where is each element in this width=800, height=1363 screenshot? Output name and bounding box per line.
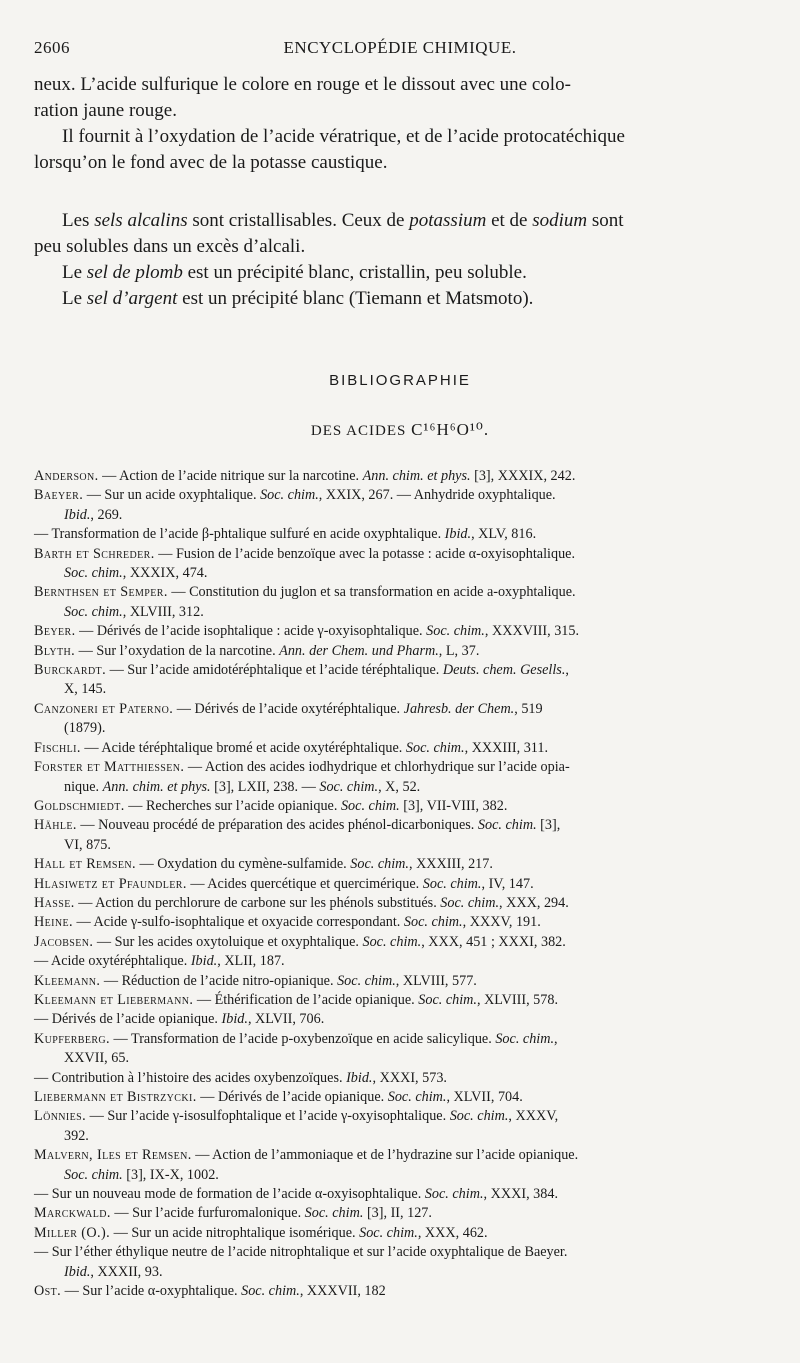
reference-journal: Soc. chim. xyxy=(359,1224,418,1241)
reference-text: — Sur un acide nitrophtalique isomérique. xyxy=(110,1224,360,1241)
reference-text: , xyxy=(565,662,569,679)
reference-entry xyxy=(34,1282,774,1301)
reference-journal: Ibid. xyxy=(64,506,91,523)
reference-text: — Sur l’oxydation de la narcotine. xyxy=(75,642,280,659)
reference-journal: Soc. chim. xyxy=(64,603,123,620)
reference-entry xyxy=(34,1146,774,1185)
reference-entry xyxy=(34,545,774,584)
reference-author: Hall et Remsen. xyxy=(34,856,136,873)
reference-entry xyxy=(34,583,774,622)
reference-author: Burckardt. xyxy=(34,662,107,679)
reference-journal: Soc. chim. xyxy=(350,856,409,873)
reference-continuation xyxy=(34,836,774,855)
paragraph: Les sels alcalins sont cristallisables. Ceux de potassium et de sodium sont xyxy=(62,210,624,231)
reference-entry xyxy=(34,991,774,1010)
reference-text: , XXXVII, 182 xyxy=(299,1283,386,1300)
reference-text: — Sur les acides oxytoluique et oxyphtalique. xyxy=(93,933,363,950)
reference-author: Hlasiwetz et Pfaundler. xyxy=(34,875,187,892)
reference-author: Baeyer. xyxy=(34,487,84,504)
reference-journal: Soc. chim. xyxy=(387,1089,447,1105)
reference-continuation xyxy=(34,1127,774,1146)
reference-entry xyxy=(34,855,774,874)
reference-text: — Transformation de l’acide p-oxybenzoïque en acide salicylique. xyxy=(110,1030,496,1047)
reference-entry xyxy=(34,816,774,855)
reference-text: , XXXV, 191. xyxy=(462,914,541,931)
reference-journal: Soc. chim. xyxy=(304,1205,364,1222)
reference-journal: Ann. der Chem. und Pharm. xyxy=(279,642,439,659)
reference-text: , XXXIII, 311. xyxy=(464,739,548,756)
reference-text: , XXXIII, 217. xyxy=(408,856,493,873)
reference-entry xyxy=(34,1010,774,1029)
reference-text: [3], IX-X, 1002. xyxy=(122,1166,219,1183)
reference-text: — Nouveau procédé de préparation des acides phénol-dicarboniques. xyxy=(76,817,478,834)
running-title: ENCYCLOPÉDIE CHIMIQUE. xyxy=(283,38,517,57)
reference-journal: Soc. chim. xyxy=(64,1166,123,1183)
reference-text: , XXXI, 573. xyxy=(372,1069,447,1086)
reference-text: — Sur l’éther éthylique neutre de l’acide nitrophtalique et sur l’acide oxyphtalique de Baeyer. xyxy=(34,1244,568,1261)
reference-text: — Transformation de l’acide β-phtalique sulfuré en acide oxyphtalique. xyxy=(34,526,445,543)
reference-journal: Soc. chim. xyxy=(477,817,537,834)
reference-text: , 269. xyxy=(90,506,123,523)
reference-author: Blyth. xyxy=(34,642,76,659)
reference-entry xyxy=(34,622,774,641)
reference-author: Heine. xyxy=(34,914,73,931)
reference-author: Canzoneri et Paterno. xyxy=(34,700,174,717)
bibliography-subtitle xyxy=(0,420,800,440)
reference-entry xyxy=(34,1069,774,1088)
reference-text: — Action des acides iodhydrique et chlorhydrique sur l’acide opia- xyxy=(184,759,570,776)
reference-continuation xyxy=(34,719,774,738)
reference-text: (1879). xyxy=(64,720,106,737)
reference-text: , XXIX, 267. — Anhydride oxyphtalique. xyxy=(318,487,556,504)
reference-text: , XLVIII, 578. xyxy=(476,991,559,1008)
reference-entry xyxy=(34,1243,774,1282)
reference-author: Forster et Matthiessen. xyxy=(34,759,185,776)
reference-text: [3], LXII, 238. — xyxy=(210,778,320,795)
reference-text: , IV, 147. xyxy=(481,875,534,892)
reference-journal: Jahresb. der Chem. xyxy=(403,700,515,717)
reference-text: — Action de l’ammoniaque et de l’hydrazine sur l’acide opianique. xyxy=(191,1147,579,1164)
reference-continuation xyxy=(34,1166,774,1185)
reference-continuation xyxy=(34,1049,774,1068)
reference-continuation xyxy=(34,778,774,797)
reference-text: — Oxydation du cymène-sulfamide. xyxy=(135,856,351,873)
paragraph: Il fournit à l’oxydation de l’acide vératrique, et de l’acide protocatéchique xyxy=(62,126,625,147)
reference-entry xyxy=(34,642,774,661)
reference-text: — Acides quercétique et quercimérique. xyxy=(186,875,423,892)
reference-text: , 519 xyxy=(514,700,543,717)
paragraph: Le sel d’argent est un précipité blanc (Tiemann et Matsmoto). xyxy=(62,288,534,309)
reference-text: — Sur un acide oxyphtalique. xyxy=(83,487,261,504)
paragraph: peu solubles dans un excès d’alcali. xyxy=(34,236,306,257)
reference-text: — Éthérification de l’acide opianique. xyxy=(193,991,419,1008)
reference-text: — Contribution à l’histoire des acides oxybenzoïques. xyxy=(34,1069,347,1086)
reference-text: , XLV, 816. xyxy=(471,526,537,543)
reference-journal: Soc. chim. xyxy=(64,565,123,582)
reference-text: — Fusion de l’acide benzoïque avec la potasse : acide α-oxyisophtalique. xyxy=(154,545,576,562)
reference-entry xyxy=(34,933,774,952)
reference-text: , XXXIX, 474. xyxy=(122,565,208,582)
reference-text: — Recherches sur l’acide opianique. xyxy=(124,797,341,814)
reference-journal: Ibid. xyxy=(221,1011,248,1028)
reference-author: Hasse. xyxy=(34,894,75,911)
reference-author: Kleemann et Liebermann. xyxy=(34,991,194,1008)
reference-journal: Ann. chim. et phys. xyxy=(362,468,471,484)
reference-journal: Soc. chim. xyxy=(241,1283,300,1300)
reference-text: — Sur l’acide γ-isosulfophtalique et l’acide γ-oxyisophtalique. xyxy=(86,1108,450,1125)
reference-journal: Soc. chim. xyxy=(337,972,396,989)
reference-text: , XLVIII, 577. xyxy=(395,972,477,989)
reference-text: , XXXV, xyxy=(508,1108,559,1125)
reference-entry xyxy=(34,894,774,913)
reference-entry xyxy=(34,467,774,486)
reference-continuation xyxy=(34,603,774,622)
reference-text: — Sur un nouveau mode de formation de l’acide α-oxyisophtalique. xyxy=(34,1186,425,1203)
reference-text: — Sur l’acide amidotéréphtalique et l’acide téréphtalique. xyxy=(106,662,443,679)
reference-author: Goldschmiedt. xyxy=(34,797,125,814)
reference-entry xyxy=(34,1030,774,1069)
reference-list xyxy=(34,467,774,1301)
reference-journal: Soc. chim. xyxy=(422,875,482,892)
reference-continuation xyxy=(34,1263,774,1282)
reference-author: Liebermann et Bistrzycki. xyxy=(34,1089,197,1105)
reference-author: Lönnies. xyxy=(34,1108,87,1125)
reference-author: Fischli. xyxy=(34,739,81,756)
reference-journal: Soc. chim. xyxy=(362,933,422,950)
paragraph: Le sel de plomb est un précipité blanc, cristallin, peu soluble. xyxy=(62,262,527,283)
reference-entry xyxy=(34,1204,774,1223)
reference-text: , X, 52. xyxy=(378,778,421,795)
reference-text: — Acide téréphtalique bromé et acide oxytéréphtalique. xyxy=(80,739,406,756)
reference-author: Kleemann. xyxy=(34,972,101,989)
reference-entry xyxy=(34,972,774,991)
reference-text: — Constitution du juglon et sa transformation en acide a-oxyphtalique. xyxy=(167,584,576,601)
reference-entry xyxy=(34,913,774,932)
reference-text: , XXXVIII, 315. xyxy=(484,623,580,640)
reference-text: , XLVII, 704. xyxy=(446,1089,523,1105)
reference-author: Bernthsen et Semper. xyxy=(34,584,168,601)
paragraph: lorsqu’on le fond avec de la potasse caustique. xyxy=(34,152,388,173)
reference-text: , XXXI, 384. xyxy=(483,1186,558,1203)
reference-text: , xyxy=(554,1030,558,1047)
reference-text: — Action de l’acide nitrique sur la narcotine. xyxy=(98,468,363,484)
reference-text: [3], VII-VIII, 382. xyxy=(399,797,508,814)
reference-text: [3], XXXIX, 242. xyxy=(470,468,576,484)
reference-entry xyxy=(34,797,774,816)
bibliography-title: BIBLIOGRAPHIE xyxy=(329,372,471,389)
reference-entry xyxy=(34,486,774,525)
reference-journal: Soc. chim. xyxy=(340,797,400,814)
reference-entry xyxy=(34,1107,774,1146)
reference-journal: Soc. chim. xyxy=(424,1186,484,1203)
reference-entry xyxy=(34,1224,774,1243)
reference-text: , XXXII, 93. xyxy=(90,1263,163,1280)
reference-text: VI, 875. xyxy=(64,836,111,853)
reference-author: Barth et Schreder. xyxy=(34,545,155,562)
reference-text: , XXX, 462. xyxy=(417,1224,488,1241)
reference-author: Malvern, Iles et Remsen. xyxy=(34,1147,192,1164)
reference-text: , XLVII, 706. xyxy=(247,1011,325,1028)
reference-text: , XLII, 187. xyxy=(217,953,285,970)
reference-journal: Soc. chim. xyxy=(418,991,477,1008)
reference-journal: Ibid. xyxy=(190,953,218,970)
body-text xyxy=(34,72,768,312)
reference-entry xyxy=(34,700,774,739)
reference-entry xyxy=(34,1088,774,1107)
reference-text: — Acide γ-sulfo-isophtalique et oxyacide correspondant. xyxy=(72,914,404,931)
subtitle-text: DES ACIDES xyxy=(310,423,407,439)
reference-author: Beyer. xyxy=(34,623,76,640)
reference-text: — Réduction de l’acide nitro-opianique. xyxy=(100,972,338,989)
reference-journal: Soc. chim. xyxy=(260,487,319,504)
reference-text: — Dérivés de l’acide opianique. xyxy=(34,1011,222,1028)
reference-text: — Dérivés de l’acide isophtalique : acide γ-oxyisophtalique. xyxy=(75,623,427,640)
reference-text: 392. xyxy=(64,1127,89,1144)
reference-text: — Dérivés de l’acide opianique. xyxy=(196,1089,388,1105)
paragraph: neux. L’acide sulfurique le colore en rouge et le dissout avec une colo- xyxy=(34,74,571,95)
reference-text: , XXX, 294. xyxy=(499,894,569,911)
reference-journal: Ibid. xyxy=(64,1263,91,1280)
reference-journal: Soc. chim. xyxy=(449,1108,509,1125)
reference-entry xyxy=(34,525,774,544)
reference-journal: Soc. chim. xyxy=(426,623,485,640)
reference-continuation xyxy=(34,680,774,699)
reference-text: , L, 37. xyxy=(438,642,480,659)
reference-text: nique. xyxy=(64,778,103,795)
reference-text: — Dérivés de l’acide oxytéréphtalique. xyxy=(173,700,404,717)
reference-entry xyxy=(34,952,774,971)
reference-text: [3], xyxy=(536,817,561,834)
reference-journal: Soc. chim. xyxy=(403,914,463,931)
reference-journal: Ibid. xyxy=(444,526,472,543)
formula: C¹⁶H⁶O¹⁰. xyxy=(411,420,490,439)
reference-author: Hähle. xyxy=(34,817,77,834)
reference-text: , XLVIII, 312. xyxy=(122,603,204,620)
reference-entry xyxy=(34,739,774,758)
reference-continuation xyxy=(34,506,774,525)
reference-journal: Ibid. xyxy=(346,1069,373,1086)
reference-text: , XXX, 451 ; XXXI, 382. xyxy=(421,933,566,950)
reference-journal: Soc. chim. xyxy=(319,778,379,795)
reference-continuation xyxy=(34,564,774,583)
reference-entry xyxy=(34,661,774,700)
reference-text: — Sur l’acide furfuromalonique. xyxy=(110,1205,305,1222)
reference-entry xyxy=(34,1185,774,1204)
reference-entry xyxy=(34,758,774,797)
reference-entry xyxy=(34,875,774,894)
reference-journal: Deuts. chem. Gesells. xyxy=(442,662,566,679)
reference-author: Kupferberg. xyxy=(34,1030,110,1047)
reference-author: Miller (O.). xyxy=(34,1224,111,1241)
reference-text: [3], II, 127. xyxy=(363,1205,432,1222)
paragraph: ration jaune rouge. xyxy=(34,100,177,121)
reference-author: Ost. xyxy=(34,1283,62,1300)
reference-text: — Sur l’acide α-oxyphtalique. xyxy=(61,1283,242,1300)
reference-author: Jacobsen. xyxy=(34,933,94,950)
reference-journal: Ann. chim. et phys. xyxy=(102,778,211,795)
page-header xyxy=(34,38,766,64)
reference-text: — Acide oxytéréphtalique. xyxy=(34,953,191,970)
reference-journal: Soc. chim. xyxy=(405,739,465,756)
reference-author: Marckwald. xyxy=(34,1205,111,1222)
reference-journal: Soc. chim. xyxy=(495,1030,555,1047)
page-number: 2606 xyxy=(34,38,70,57)
reference-journal: Soc. chim. xyxy=(440,894,500,911)
reference-author: Anderson. xyxy=(34,468,99,484)
reference-text: X, 145. xyxy=(64,681,107,698)
reference-text: XXVII, 65. xyxy=(64,1050,130,1067)
reference-text: — Action du perchlorure de carbone sur les phénols substitués. xyxy=(74,894,441,911)
